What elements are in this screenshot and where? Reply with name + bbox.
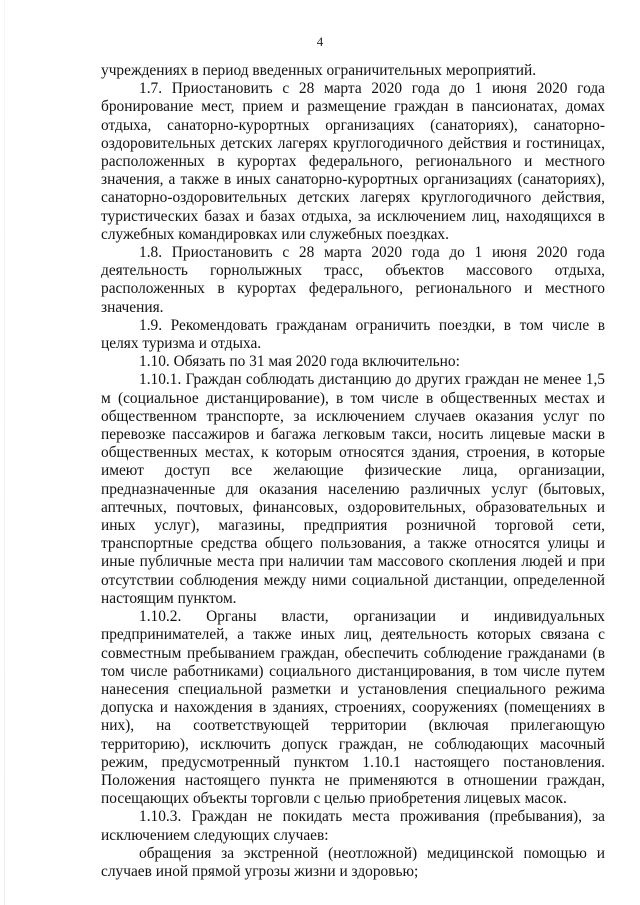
scan-edge [4, 0, 5, 905]
paragraph-1-9: 1.9. Рекомендовать гражданам ограничить поездки, в том числе в целях туризма и отдыха. [101, 316, 605, 353]
paragraph-1-10: 1.10. Обязать по 31 мая 2020 года включительно: [139, 353, 460, 371]
paragraph-1-10-1: 1.10.1. Граждан соблюдать дистанцию до других граждан не менее 1,5 м (социальное дистанцирование), в том числе в общественных местах и общественном транспорте, за исключением случаев оказания услуг по перевозке пассажиров и багажа легковым такси, носить лицевые маски в общественных местах, к которым относятся здания, строения, в которые имеют доступ все желающие физические лица, организации, предназначенные для оказания населению различных услуг (бытовых, аптечных, почтовых, финансовых, оздоровительных, образовательных и иных услуг), магазины, предприятия розничной торговой сети, транспортные средства общего пользования, а также относятся улицы и иные публичные места при наличии там массового скопления людей и при отсутствии соблюдения между ними социальной дистанции, определенной настоящим пунктом. [101, 371, 605, 607]
paragraph-exception-medical: обращения за экстренной (неотложной) медицинской помощью и случаев иной прямой угрозы жизни и здоровью; [101, 844, 605, 880]
paragraph-1-7: 1.7. Приостановить с 28 марта 2020 года до 1 июня 2020 года бронирование мест, прием и размещение граждан в пансионатах, домах отдыха, санаторно-курортных организациях (санаториях), санаторно-оздоровительных детских лагерях круглогодичного действия и гостиницах, расположенных в курортах федерального, регионального и местного значения, а также в иных санаторно-курортных организациях (санаториях), санаторно-оздоровительных детских лагерях круглогодичного действия, туристических базах и базах отдыха, за исключением лиц, находящихся в служебных командировках или служебных поездках. [101, 80, 605, 243]
paragraph-1-10-3: 1.10.3. Граждан не покидать места проживания (пребывания), за исключением следующих случаев: [101, 808, 605, 844]
paragraph-continuation: учреждениях в период введенных ограничительных мероприятий. [101, 62, 537, 79]
paragraph-1-8: 1.8. Приостановить с 28 марта 2020 года до 1 июня 2020 года деятельность горнолыжных трасс, объектов массового отдыха, расположенных в курортах федерального, регионального и местного значения. [101, 244, 605, 316]
page-number: 4 [316, 34, 324, 49]
document-body [101, 62, 605, 881]
paragraph-1-10-2: 1.10.2. Органы власти, организации и индивидуальных предпринимателей, а также иных лиц, деятельность которых связана с совместным пребыванием граждан, обеспечить соблюдение гражданами (в том числе работниками) социального дистанцирования, в том числе путем нанесения специальной разметки и установления специального режима допуска и нахождения в зданиях, строениях, сооружениях (помещениях в них), на соответствующей территории (включая прилегающую территорию), исключить допуск граждан, не соблюдающих масочный режим, предусмотренный пунктом 1.10.1 настоящего постановления. Положения настоящего пункта не применяются в отношении граждан, посещающих объекты торговли с целью приобретения лицевых масок. [101, 608, 605, 808]
